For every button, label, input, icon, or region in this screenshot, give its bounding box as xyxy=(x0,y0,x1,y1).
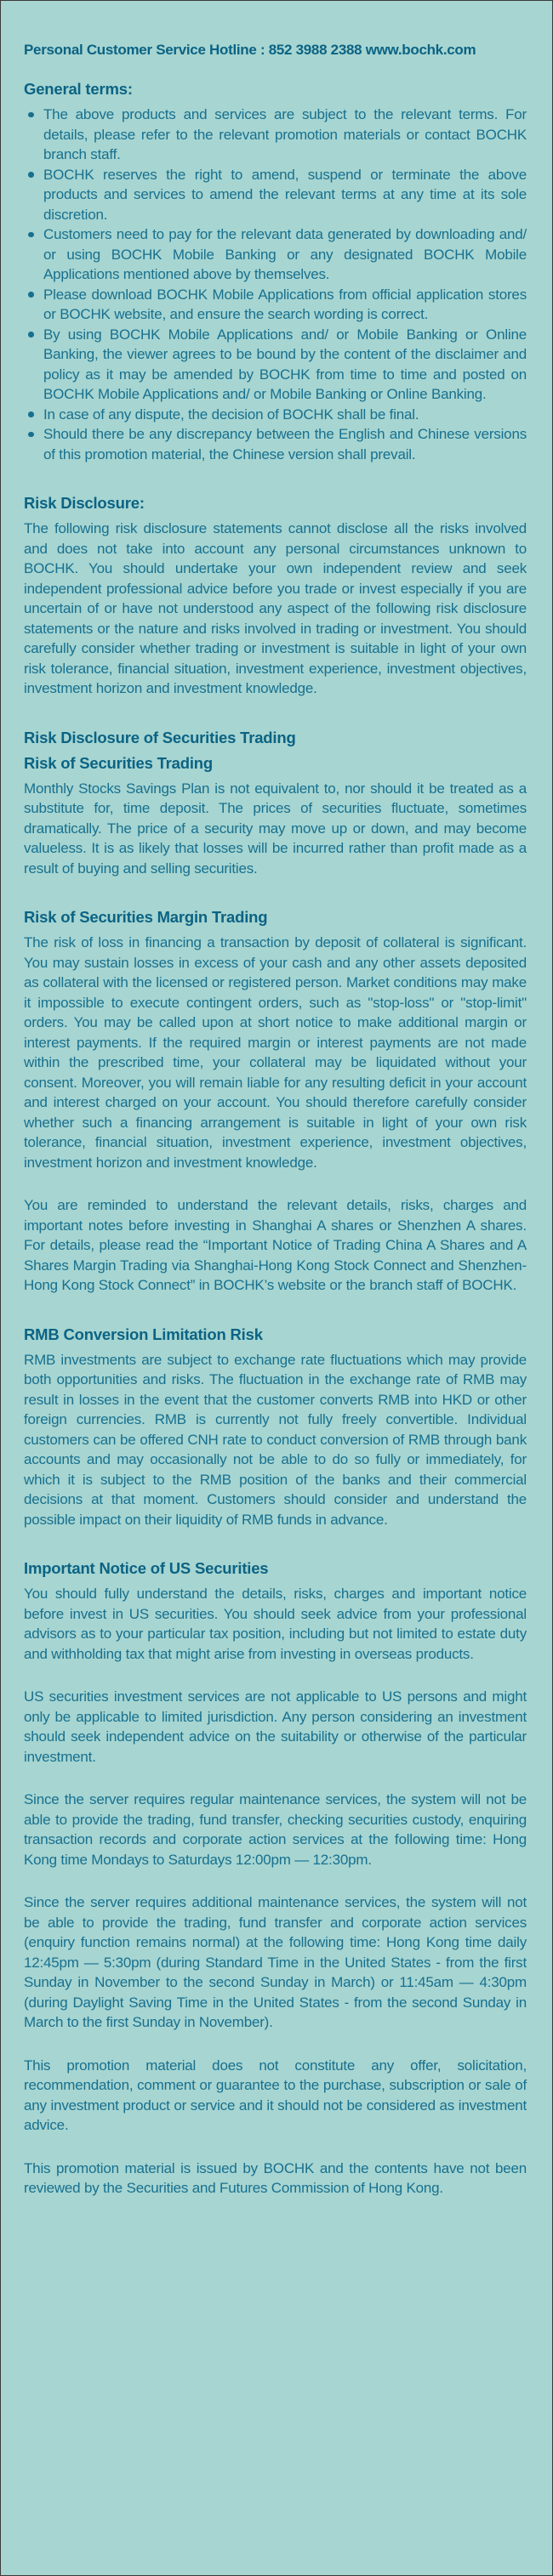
bullet-dot xyxy=(28,292,34,298)
us-securities-heading: Important Notice of US Securities xyxy=(24,1559,269,1577)
bullet-text: In case of any dispute, the decision of BOCHK shall be final. xyxy=(43,406,419,423)
risk-disclosure-heading: Risk Disclosure: xyxy=(24,494,145,512)
rmb-conversion-section xyxy=(24,1325,527,1530)
risk-disclosure-section xyxy=(24,493,527,699)
bullet-dot xyxy=(28,112,34,118)
general-terms-heading: General terms: xyxy=(24,80,133,98)
general-terms-section xyxy=(24,79,527,464)
maintenance-regular-notice: Since the server requires regular maintenance services, the system will not be able to provide the trading, fund transfer, checking securities custody, enquiring transaction records and corporate action services at the following time: Hong Kong time Mondays to Saturdays 12:00pm — 12:30pm. xyxy=(24,1791,527,1868)
maintenance-additional-notice: Since the server requires additional maintenance services, the system will not be able to provide the trading, fund transfer and corporate action services (enquiry function remains normal) at the following time: Hong Kong time daily 12:45pm — 5:30pm (during Standard Time in the United States - from the first Sunday in November to the second Sunday in March) or 11:45am — 4:30pm (during Daylight Saving Time in the United States - from the second Sunday in March to the first Sunday in November). xyxy=(24,1894,527,2030)
securities-trading-section xyxy=(24,728,527,879)
risk-disclosure-body: The following risk disclosure statements cannot disclose all the risks involved and does not take into account any personal circumstances unknown to BOCHK. You should undertake your own independent review and seek independent professional advice before you trade or invest especially if you are uncertain of or have not understood any aspect of the following risk disclosure statements or the nature and risks involved in trading or investment. You should carefully consider whether trading or investment is suitable in light of your own risk tolerance, financial situation, investment experience, investment objectives, investment horizon and investment knowledge. xyxy=(24,520,527,696)
bullet-text: Should there be any discrepancy between the English and Chinese versions of this promotion material, the Chinese version shall prevail. xyxy=(43,426,527,462)
disclaimer-no-offer: This promotion material does not constitute any offer, solicitation, recommendation, comment or guarantee to the purchase, subscription or sale of any investment product or service and it should not be considered as investment advice. xyxy=(24,2057,527,2133)
margin-trading-body: The risk of loss in financing a transaction by deposit of collateral is significant. You may sustain losses in excess of your cash and any other assets deposited as collateral with the licensed or registered person. Market conditions may make it impossible to execute contingent orders, such as "stop-loss" or "stop-limit" orders. You may be called upon at short notice to make additional margin or interest payments. If the required margin or interest payments are not made within the prescribed time, your collateral may be liquidated without your consent. Moreover, you will remain liable for any resulting deficit in your account and interest charged on your account. You should therefore carefully consider whether such a financing arrangement is suitable in light of your own risk tolerance, financial situation, investment experience, investment objectives, investment horizon and investment knowledge. xyxy=(24,934,527,1171)
hotline-line: Personal Customer Service Hotline : 852 3988 2388 www.bochk.com xyxy=(24,42,476,58)
rmb-conversion-heading: RMB Conversion Limitation Risk xyxy=(24,1325,263,1343)
securities-trading-body: Monthly Stocks Savings Plan is not equivalent to, nor should it be treated as a substitute for, time deposit. The prices of securities fluctuate, sometimes dramatically. The price of a security may move up or down, and may become valueless. It is as likely that losses will be incurred rather than profit made as a result of buying and selling securities. xyxy=(24,780,527,877)
margin-trading-heading: Risk of Securities Margin Trading xyxy=(24,908,268,926)
bullet-item xyxy=(24,105,527,165)
bullet-text: Customers need to pay for the relevant data generated by downloading and/ or using BOCHK Mobile Banking or any designated BOCHK Mobile Applications mentioned above by themselves. xyxy=(43,226,527,282)
general-terms-list xyxy=(24,105,527,464)
bullet-text: BOCHK reserves the right to amend, suspend or terminate the above products and services to amend the relevant terms at any time at its sole discretion. xyxy=(43,166,527,223)
us-securities-applicability: US securities investment services are not applicable to US persons and might only be applicable to limited jurisdiction. Any person considering an investment should seek independent advice on the suitability or otherwise of the particular investment. xyxy=(24,1688,527,1765)
securities-trading-heading: Risk Disclosure of Securities Trading xyxy=(24,728,296,746)
bullet-item xyxy=(24,224,527,285)
bullet-item xyxy=(24,424,527,464)
us-securities-section xyxy=(24,1558,527,1767)
bullet-text: By using BOCHK Mobile Applications and/ or Mobile Banking or Online Banking, the viewer agrees to be bound by the content of the disclaimer and policy as it may be amended by BOCHK from time to time and posted on BOCHK Mobile Applications and/ or Mobile Banking or Online Banking. xyxy=(43,326,527,402)
bullet-text: Please download BOCHK Mobile Applications from official application stores or BOCHK website, and ensure the search wording is correct. xyxy=(43,286,527,322)
disclaimer-issuer: This promotion material is issued by BOCHK and the contents have not been reviewed by the Securities and Futures Commission of Hong Kong. xyxy=(24,2159,527,2196)
bullet-dot xyxy=(28,432,34,438)
bullet-item xyxy=(24,405,527,425)
bullet-item xyxy=(24,285,527,325)
bullet-item xyxy=(24,165,527,225)
promo-disclaimer-page xyxy=(1,1,552,2575)
bullet-item xyxy=(24,325,527,405)
margin-trading-reminder: You are reminded to understand the relevant details, risks, charges and important notes before investing in Shanghai A shares or Shenzhen A shares. For details, please read the “Important Notice of Trading China A Shares and A Shares Margin Trading via Shanghai-Hong Kong Stock Connect and Shenzhen-Hong Kong Stock Connect” in BOCHK’s website or the branch staff of BOCHK. xyxy=(24,1197,527,1293)
maintenance-notices-section xyxy=(24,1790,527,2033)
rmb-conversion-body: RMB investments are subject to exchange rate fluctuations which may provide both opportunities and risks. The fluctuation in the exchange rate of RMB may result in losses in the event that the customer converts RMB into HKD or other foreign currencies. RMB is currently not fully freely convertible. Individual customers can be offered CNH rate to conduct conversion of RMB through bank accounts and may occasionally not be able to do so fully or immediately, for which it is subject to the RMB position of the banks and their commercial decisions at that moment. Customers should consider and understand the possible impact on their liquidity of RMB funds in advance. xyxy=(24,1351,527,1528)
bullet-dot xyxy=(28,172,34,178)
securities-trading-subheading: Risk of Securities Trading xyxy=(24,753,214,772)
bullet-text: The above products and services are subject to the relevant terms. For details, please refer to the relevant promotion materials or contact BOCHK branch staff. xyxy=(43,106,527,162)
margin-trading-section xyxy=(24,907,527,1296)
bullet-dot xyxy=(28,332,34,338)
bullet-dot xyxy=(28,411,34,417)
us-securities-body: You should fully understand the details, risks, charges and important notice before invest in US securities. You should seek advice from your professional advisors as to your particular tax position, including but not limited to estate duty and withholding tax that might arise from investing in overseas products. xyxy=(24,1586,527,1662)
disclaimer-section xyxy=(24,2056,527,2199)
bullet-dot xyxy=(28,232,34,238)
